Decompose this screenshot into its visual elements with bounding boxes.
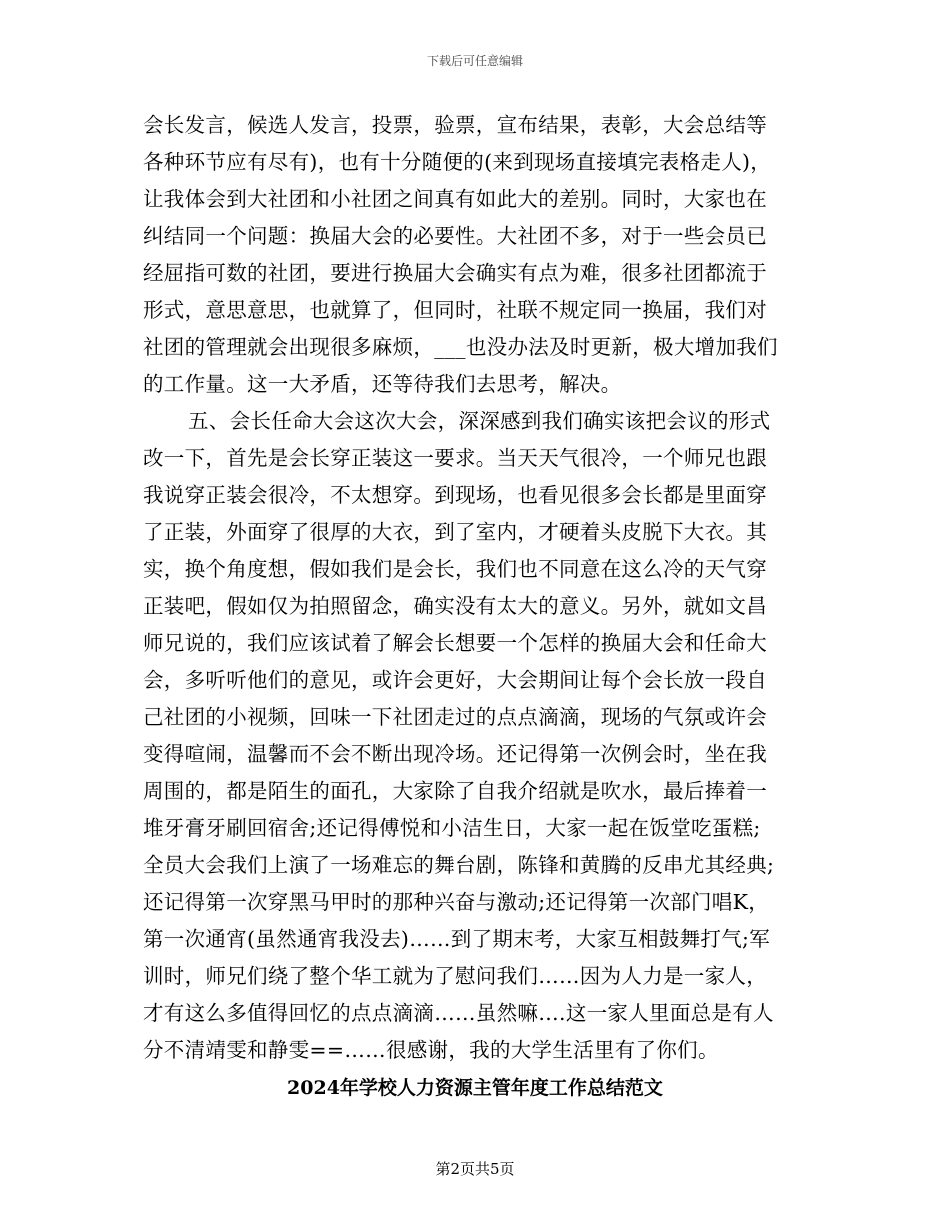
text-line: 经屈指可数的社团，要进行换届大会确实有点为难，很多社团都流于 bbox=[143, 261, 767, 285]
text-line: 训时，师兄们绕了整个华工就为了慰问我们……因为人力是一家人， bbox=[143, 964, 767, 988]
text-line: 堆牙膏牙刷回宿舍;还记得傅悦和小洁生日，大家一起在饭堂吃蛋糕; bbox=[143, 816, 761, 840]
text-line: 实，换个角度想，假如我们是会长，我们也不同意在这么冷的天气穿 bbox=[143, 557, 767, 581]
text-line: 社团的管理就会出现很多麻烦，___也没办法及时更新，极大增加我们 bbox=[143, 335, 778, 359]
paragraph-1 bbox=[143, 107, 813, 403]
text-line: 分不清靖雯和静雯==……很感谢，我的大学生活里有了你们。 bbox=[143, 1038, 719, 1062]
text-line: 正装吧，假如仅为拍照留念，确实没有太大的意义。另外，就如文昌 bbox=[143, 594, 767, 618]
page-number: 第2页共5页 bbox=[435, 1160, 515, 1178]
text-line: 改一下，首先是会长穿正装这一要求。当天天气很冷，一个师兄也跟 bbox=[143, 446, 767, 470]
text-line: 各种环节应有尽有)，也有十分随便的(来到现场直接填完表格走人)， bbox=[143, 150, 772, 174]
document-body bbox=[143, 107, 813, 1069]
text-line: 还记得第一次穿黑马甲时的那种兴奋与激动;还记得第一次部门唱K， bbox=[143, 890, 770, 914]
text-line: 师兄说的，我们应该试着了解会长想要一个怎样的换届大会和任命大 bbox=[143, 631, 767, 655]
text-line: 我说穿正装会很冷，不太想穿。到现场，也看见很多会长都是里面穿 bbox=[143, 483, 767, 507]
text-line: 形式，意思意思，也就算了，但同时，社联不规定同一换届，我们对 bbox=[143, 298, 767, 322]
text-line: 全员大会我们上演了一场难忘的舞台剧，陈锋和黄腾的反串尤其经典; bbox=[143, 853, 775, 877]
text-line: 了正装，外面穿了很厚的大衣，到了室内，才硬着头皮脱下大衣。其 bbox=[143, 520, 767, 544]
section-heading: 2024年学校人力资源主管年度工作总结范文 bbox=[287, 1077, 663, 1099]
text-line: 纠结同一个问题：换届大会的必要性。大社团不多，对于一些会员已 bbox=[143, 224, 767, 248]
text-line: 才有这么多值得回忆的点点滴滴……虽然嘛….这一家人里面总是有人 bbox=[143, 1001, 774, 1025]
text-line: 五、会长任命大会这次大会，深深感到我们确实该把会议的形式 bbox=[188, 409, 771, 433]
text-line: 周围的，都是陌生的面孔，大家除了自我介绍就是吹水，最后捧着一 bbox=[143, 779, 767, 803]
text-line: 会长发言，候选人发言，投票，验票，宣布结果，表彰，大会总结等 bbox=[143, 113, 767, 137]
paragraph-2 bbox=[143, 403, 813, 1069]
text-line: 变得喧闹，温馨而不会不断出现冷场。还记得第一次例会时，坐在我 bbox=[143, 742, 767, 766]
text-line: 第一次通宵(虽然通宵我没去)……到了期末考，大家互相鼓舞打气;军 bbox=[143, 927, 771, 951]
page-header: 下载后可任意编辑 bbox=[426, 54, 523, 68]
text-line: 己社团的小视频，回味一下社团走过的点点滴滴，现场的气氛或许会 bbox=[143, 705, 767, 729]
text-line: 让我体会到大社团和小社团之间真有如此大的差别。同时，大家也在 bbox=[143, 187, 767, 211]
text-line: 会，多听听他们的意见，或许会更好，大会期间让每个会长放一段自 bbox=[143, 668, 767, 692]
text-line: 的工作量。这一大矛盾，还等待我们去思考，解决。 bbox=[143, 372, 622, 396]
